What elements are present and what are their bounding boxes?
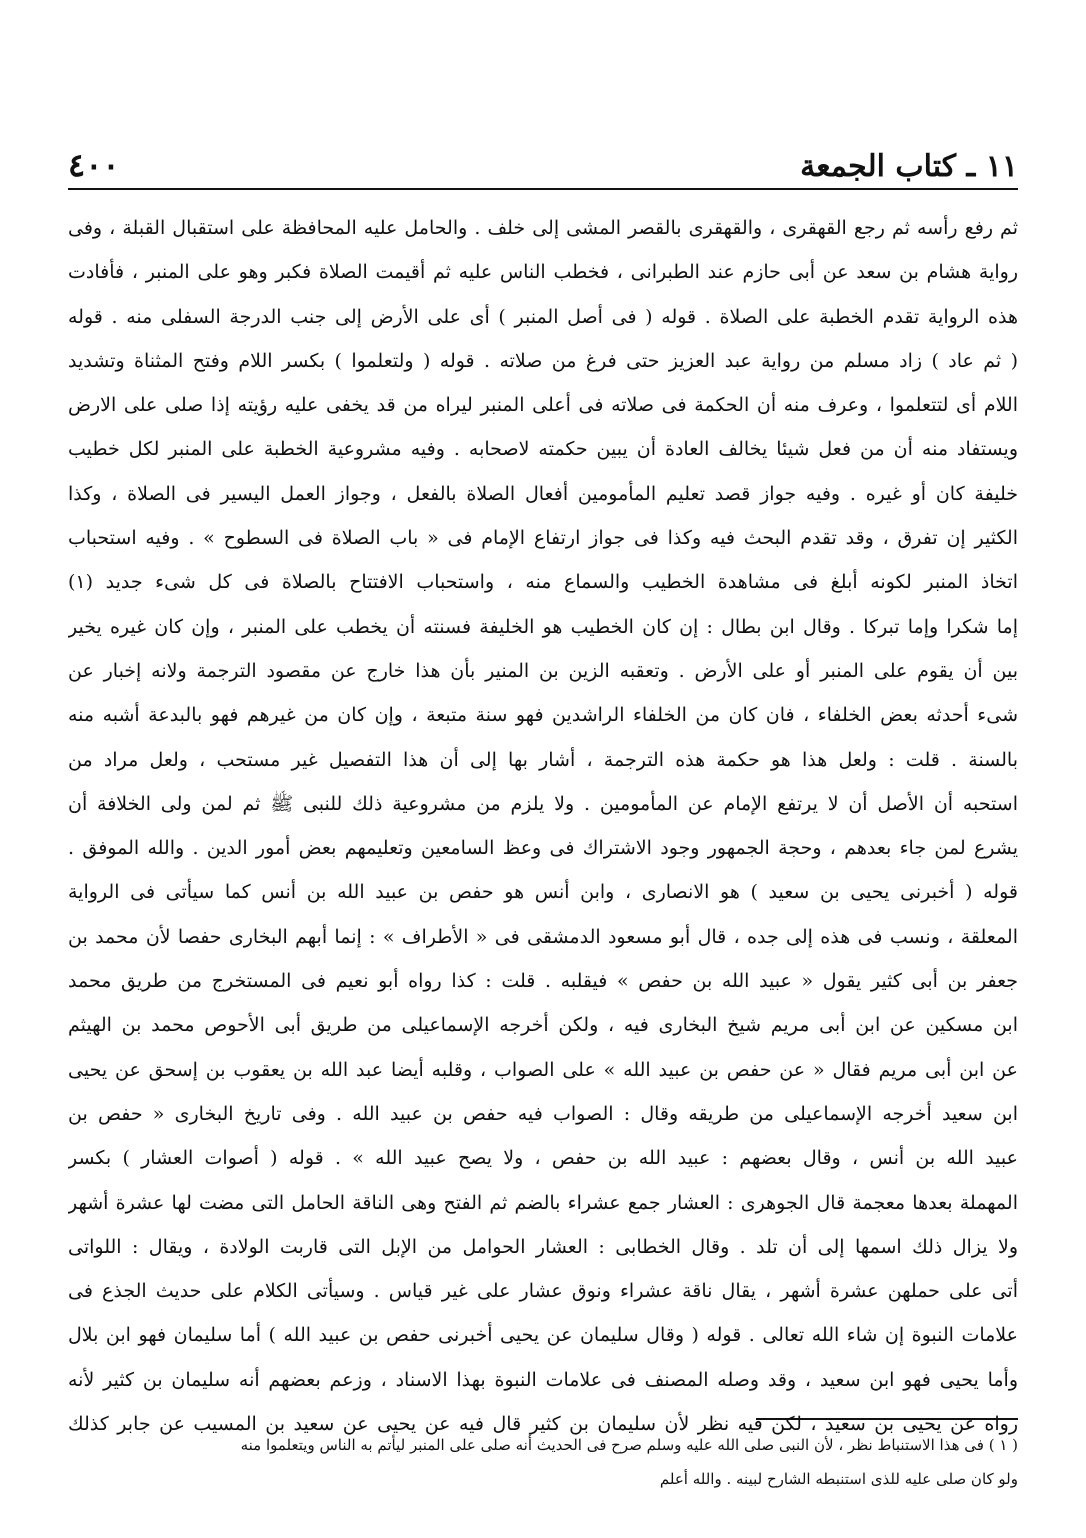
text-line: رواه عن يحيى بن سعيد ، لكن فيه نظر لأن سليمان بن كثير قال فيه عن يحيى عن سعيد بن المسيب عن جابر كذلك	[68, 1413, 1018, 1436]
text-line: شىء أحدثه بعض الخلفاء ، فان كان من الخلفاء الراشدين فهو سنة متبعة ، وإن كان من غيرهم فهو بالبدعة أشبه منه	[68, 704, 1018, 727]
text-line: ( ثم عاد ) زاد مسلم من رواية عبد العزيز حتى فرغ من صلاته . قوله ( ولتعلموا ) بكسر اللام وفتح المثناة وتشديد	[68, 349, 1018, 372]
text-line: المعلقة ، ونسب فى هذه إلى جده ، قال أبو مسعود الدمشقى فى « الأطراف » : إنما أبهم البخارى حفصا لأن محمد بن	[68, 925, 1018, 948]
text-line: ولا يزال ذلك اسمها إلى أن تلد . وقال الخطابى : العشار الحوامل من الإبل التى قاربت الولادة ، ويقال : اللواتى	[68, 1235, 1018, 1258]
text-line: اللام أى لتتعلموا ، وعرف منه أن الحكمة فى صلاته فى أعلى المنبر ليراه من قد يخفى عليه رؤيته إذا صلى على الارض	[68, 394, 1018, 417]
text-line: المهملة بعدها معجمة قال الجوهرى : العشار جمع عشراء بالضم ثم الفتح وهى الناقة الحامل التى مضت لها عشرة أشهر	[68, 1191, 1018, 1214]
text-line: جعفر بن أبى كثير يقول « عبيد الله بن حفص » فيقلبه . قلت : كذا رواه أبو نعيم فى المستخرج من طريق محمد	[68, 970, 1018, 993]
chapter-title: ١١ ـ كتاب الجمعة	[800, 149, 1018, 184]
footnote-rule	[756, 1418, 1018, 1420]
main-text	[68, 206, 1018, 1446]
text-line: ويستفاد منه أن من فعل شيئا يخالف العادة أن يبين حكمته لاصحابه . وفيه مشروعية الخطبة على المنبر لكل خطيب	[68, 438, 1018, 461]
footnotes	[68, 1428, 1018, 1496]
text-line: بين أن يقوم على المنبر أو على الأرض . وتعقبه الزين بن المنير بأن هذا خارج عن مقصود الترجمة ولانه إخبار عن	[68, 659, 1018, 682]
header-rule	[68, 188, 1018, 190]
text-line: يشرع لمن جاء بعدهم ، وحجة الجمهور وجود الاشتراك فى وعظ السامعين وتعليمهم بعض أمور الدين . والله الموفق .	[68, 837, 1018, 860]
footnote-line: ولو كان صلى عليه للذى استنبطه الشارح لبينه . والله أعلم	[659, 1470, 1018, 1488]
text-line: ابن مسكين عن ابن أبى مريم شيخ البخارى فيه ، ولكن أخرجه الإسماعيلى من طريق أبى الأحوص محمد بن الهيثم	[68, 1014, 1018, 1037]
text-line: إما شكرا وإما تبركا . وقال ابن بطال : إن كان الخطيب هو الخليفة فسنته أن يخطب على المنبر ، وإن كان غيره يخير	[68, 615, 1018, 638]
text-line: بالسنة . قلت : ولعل هذا هو حكمة هذه الترجمة ، أشار بها إلى أن هذا التفصيل غير مستحب ، ولعل مراد من	[68, 748, 1018, 771]
text-line: عبيد الله بن أنس ، وقال بعضهم : عبيد الله بن حفص ، ولا يصح عبيد الله » . قوله ( أصوات العشار ) بكسر	[68, 1147, 1018, 1170]
text-line: أتى على حملهن عشرة أشهر ، يقال ناقة عشراء ونوق عشار على غير قياس . وسيأتى الكلام على حديث الجذع فى	[68, 1280, 1018, 1303]
text-line: وأما يحيى فهو ابن سعيد ، وقد وصله المصنف فى علامات النبوة بهذا الاسناد ، وزعم بعضهم أنه سليمان بن كثير لأنه	[68, 1368, 1018, 1391]
text-line: ثم رفع رأسه ثم رجع القهقرى ، والقهقرى بالقصر المشى إلى خلف . والحامل عليه المحافظة على استقبال القبلة ، وفى	[68, 217, 1018, 239]
text-line: رواية هشام بن سعد عن أبى حازم عند الطبرانى ، فخطب الناس عليه ثم أقيمت الصلاة فكبر وهو على المنبر ، فأفادت	[68, 261, 1018, 284]
footnote-line: ( ١ ) فى هذا الاستنباط نظر ، لأن النبى صلى الله عليه وسلم صرح فى الحديث أنه صلى على المنبر ليأتم به الناس ويتعلموا منه	[240, 1436, 1018, 1454]
text-line: عن ابن أبى مريم فقال « عن حفص بن عبيد الله » على الصواب ، وقلبه أيضا عبد الله بن يعقوب بن إسحق عن يحيى	[68, 1058, 1018, 1081]
text-line: ابن سعيد أخرجه الإسماعيلى من طريقه وقال : الصواب فيه حفص بن عبيد الله . وفى تاريخ البخارى « حفص بن	[68, 1102, 1018, 1125]
text-line: اتخاذ المنبر لكونه أبلغ فى مشاهدة الخطيب والسماع منه ، واستحباب الافتتاح بالصلاة فى كل شىء جديد (١)	[68, 571, 1018, 594]
text-line: خليفة كان أو غيره . وفيه جواز قصد تعليم المأمومين أفعال الصلاة بالفعل ، وجواز العمل اليسير فى الصلاة ، وكذا	[68, 482, 1018, 505]
text-line: الكثير إن تفرق ، وقد تقدم البحث فيه وكذا فى جواز ارتفاع الإمام فى « باب الصلاة فى السطوح » . وفيه استحباب	[68, 527, 1018, 550]
text-line: علامات النبوة إن شاء الله تعالى . قوله ( وقال سليمان عن يحيى أخبرنى حفص بن عبيد الله ) أما سليمان فهو ابن بلال	[68, 1324, 1018, 1347]
page-header	[68, 138, 1018, 184]
text-line: استحبه أن الأصل أن لا يرتفع الإمام عن المأمومين . ولا يلزم من مشروعية ذلك للنبى ﷺ ثم لمن ولى الخلافة أن	[68, 792, 1018, 815]
page-number: ٤٠٠	[68, 146, 120, 184]
text-line: قوله ( أخبرنى يحيى بن سعيد ) هو الانصارى ، وابن أنس هو حفص بن عبيد الله بن أنس كما سيأتى فى الرواية	[68, 881, 1018, 904]
text-line: هذه الرواية تقدم الخطبة على الصلاة . قوله ( فى أصل المنبر ) أى على الأرض إلى جنب الدرجة السفلى منه . قوله	[68, 305, 1018, 328]
